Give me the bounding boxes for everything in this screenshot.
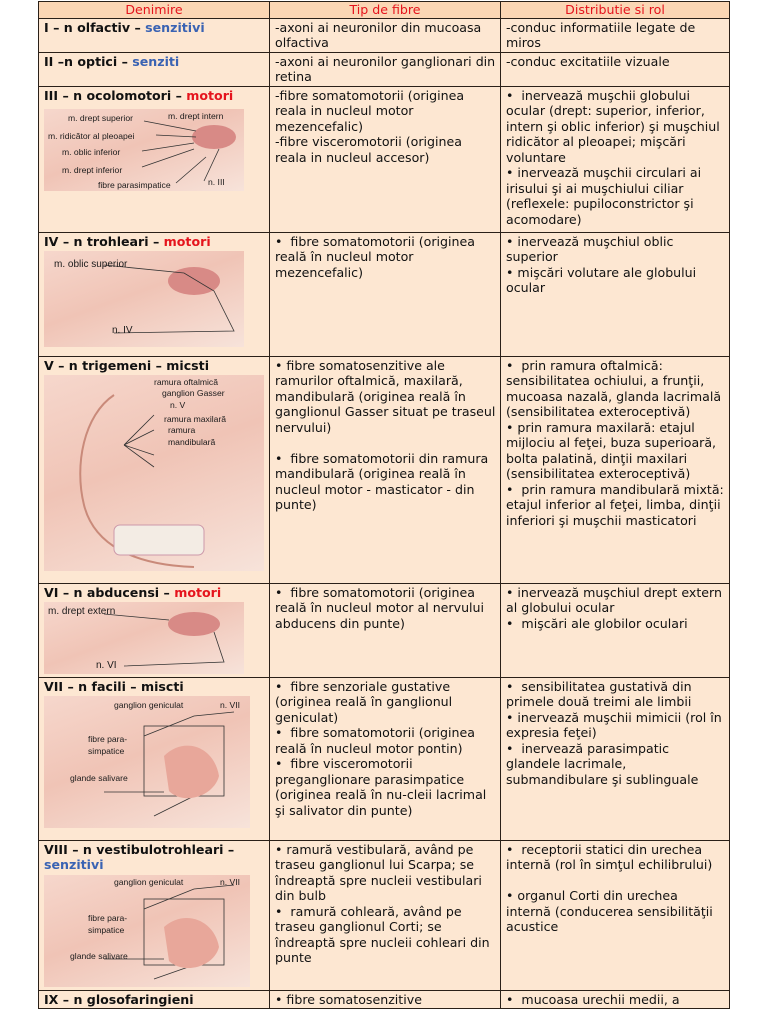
nerve-name: VI – n abducensi – <box>44 584 175 600</box>
figure-label: ramura maxilară <box>164 414 227 424</box>
nerve-name-cell <box>39 990 270 1009</box>
nerve-name: I – n olfactiv – <box>44 19 146 35</box>
figure-label: n. III <box>208 177 225 187</box>
abducens-nerve-illustration <box>44 602 244 674</box>
figure-label: n. VII <box>220 700 241 710</box>
fibre-cell: • fibre somatosenzitive <box>270 990 501 1009</box>
figure-label: ganglion geniculat <box>114 876 184 887</box>
nerve-name-cell <box>39 583 270 677</box>
nerve-name-cell <box>39 52 270 86</box>
figure-label: glande salivare <box>70 773 128 783</box>
table-row <box>39 583 730 677</box>
role-cell: • inervează muşchii globului ocular (drept: superior, inferior, intern şi oblic inferior) şi muşchiul ridicător al pleoapei; mişcări voluntare • inervează muşchii circulari ai irisului şi ai muşchiului ciliar (reflexele: pupiloconstrictor şi acomodare) <box>501 86 730 232</box>
figure-lines <box>44 375 264 571</box>
facial-nerve-illustration <box>44 696 250 828</box>
table-row <box>39 86 730 232</box>
nerve-name-cell <box>39 18 270 52</box>
header-row <box>39 2 730 19</box>
nerve-name: II –n optici – <box>44 53 133 69</box>
nerve-name-cell <box>39 86 270 232</box>
header-tip-fibre: Tip de fibre <box>270 2 501 19</box>
role-cell: • receptorii statici din urechea internă (rol în simţul echilibrului) • organul Corti din urechea internă (conducerea sensibilităţii acustice <box>501 840 730 990</box>
nerve-name: III – n ocolomotori – <box>44 87 187 103</box>
header-distributie: Distributie si rol <box>501 2 730 19</box>
figure-label: simpatice <box>88 746 125 756</box>
figure-label: ganglion geniculat <box>114 700 184 710</box>
role-cell: • prin ramura oftalmică: sensibilitatea ochiului, a frunţii, mucoasa nazală, glanda lacrimală (sensibilitatea exteroceptivă) • prin ramura maxilară: etajul mijlociu al feţei, buza superioară, bolta palatină, dinţii maxilari (sensibilitatea exteroceptivă) • prin ramura mandibulară mixtă: etajul inferior al feţei, limba, dinţii inferiori şi muşchii masticatori <box>501 356 730 583</box>
figure-lines <box>44 696 250 828</box>
role-cell: -conduc excitatiile vizuale <box>501 52 730 86</box>
figure-label: ramura oftalmică <box>154 377 218 387</box>
nerve-type: motori <box>174 584 222 600</box>
table-row <box>39 18 730 52</box>
nerve-name-cell <box>39 356 270 583</box>
role-cell: • inervează muşchiul drept extern al globului ocular • mişcări ale globilor oculari <box>501 583 730 677</box>
nerve-name: VIII – n vestibulotrohleari – <box>44 841 235 857</box>
figure-label: simpatice <box>88 924 125 935</box>
table-row <box>39 840 730 990</box>
role-cell: • inervează muşchiul oblic superior • mişcări volutare ale globului ocular <box>501 232 730 356</box>
nerve-type: senziti <box>132 53 180 69</box>
figure-label: n. VI <box>96 660 117 671</box>
cranial-nerves-table <box>38 1 730 1009</box>
fibre-cell: -fibre somatomotorii (originea reala in nucleul motor mezencefalic) -fibre visceromotorii (originea reala in nucleul accesor) <box>270 86 501 232</box>
table-row <box>39 677 730 840</box>
figure-label: ramura <box>168 425 196 435</box>
fibre-cell: • ramură vestibulară, având pe traseu ganglionul lui Scarpa; se îndreaptă spre nucleii vestibulari din bulb • ramură cohleară, având pe traseu ganglionul Corti; se îndreaptă spre nucleii cohleari din punte <box>270 840 501 990</box>
figure-label: n. V <box>170 400 186 410</box>
trigeminal-nerve-illustration <box>44 375 264 571</box>
figure-lines <box>44 875 250 987</box>
table-row <box>39 232 730 356</box>
figure-label: n. IV <box>112 325 133 336</box>
table-row <box>39 990 730 1009</box>
nerve-name-cell <box>39 840 270 990</box>
nerve-name: IV – n trohleari – <box>44 233 164 249</box>
figure-label: m. drept extern <box>48 606 116 617</box>
nerve-type: motori <box>186 87 234 103</box>
fibre-cell: • fibre somatomotorii (originea reală în nucleul motor mezencefalic) <box>270 232 501 356</box>
figure-label: fibre para- <box>88 912 128 923</box>
figure-label: m. ridicător al pleoapei <box>48 131 135 141</box>
oculomotor-nerve-illustration <box>44 109 244 191</box>
figure-label: ganglion Gasser <box>162 388 225 398</box>
fibre-cell: • fibre somatosenzitive ale ramurilor oftalmică, maxilară, mandibulară (originea reală în ganglionul Gasser situat pe traseul nervului) • fibre somatomotorii din ramura mandibulară (originea reală în nucleul motor - masticator - din punte) <box>270 356 501 583</box>
nerve-name: V – n trigemeni – micsti <box>44 357 210 373</box>
figure-label: m. oblic superior <box>54 259 128 270</box>
figure-label: m. oblic inferior <box>62 147 121 157</box>
role-cell: • sensibilitatea gustativă din primele două treimi ale limbii • inervează muşchii mimicii (rol în expresia feţei) • inervează parasimpatic glandele lacrimale, submandibulare şi sublinguale <box>501 677 730 840</box>
nerve-name-cell <box>39 232 270 356</box>
fibre-cell: • fibre senzoriale gustative (originea reală în ganglionul geniculat) • fibre somatomotorii (originea reală în nucleul motor pontin) • fibre visceromotorii preganglionare parasimpatice (originea reală în nu-cleii lacrimal şi salivator din punte) <box>270 677 501 840</box>
fibre-cell: -axoni ai neuronilor ganglionari din retina <box>270 52 501 86</box>
trochlear-nerve-illustration <box>44 251 244 347</box>
table-row <box>39 52 730 86</box>
figure-label: m. drept intern <box>168 111 224 121</box>
figure-label: n. VII <box>220 876 241 887</box>
nerve-name-cell <box>39 677 270 840</box>
nerve-type: senzitivi <box>145 19 205 35</box>
table-row <box>39 356 730 583</box>
figure-label: glande salivare <box>70 950 128 961</box>
nerve-type: senzitivi <box>44 857 104 872</box>
figure-label: fibre parasimpatice <box>98 180 171 190</box>
role-cell: • mucoasa urechii medii, a <box>501 990 730 1009</box>
figure-label: fibre para- <box>88 734 128 744</box>
nerve-name: IX – n glosofaringieni <box>44 991 194 1007</box>
nerve-name: VII – n facili – miscti <box>44 678 184 694</box>
figure-label: m. drept inferior <box>62 165 123 175</box>
nerve-type: motori <box>163 233 211 249</box>
fibre-cell: • fibre somatomotorii (originea reală în nucleul motor al nervului abducens din punte) <box>270 583 501 677</box>
header-denumire: Denimire <box>39 2 270 19</box>
figure-label: m. drept superior <box>68 113 133 123</box>
figure-label: mandibulară <box>168 437 216 447</box>
vestibulocochlear-nerve-illustration <box>44 875 250 987</box>
fibre-cell: -axoni ai neuronilor din mucoasa olfactiva <box>270 18 501 52</box>
role-cell: -conduc informatiile legate de miros <box>501 18 730 52</box>
